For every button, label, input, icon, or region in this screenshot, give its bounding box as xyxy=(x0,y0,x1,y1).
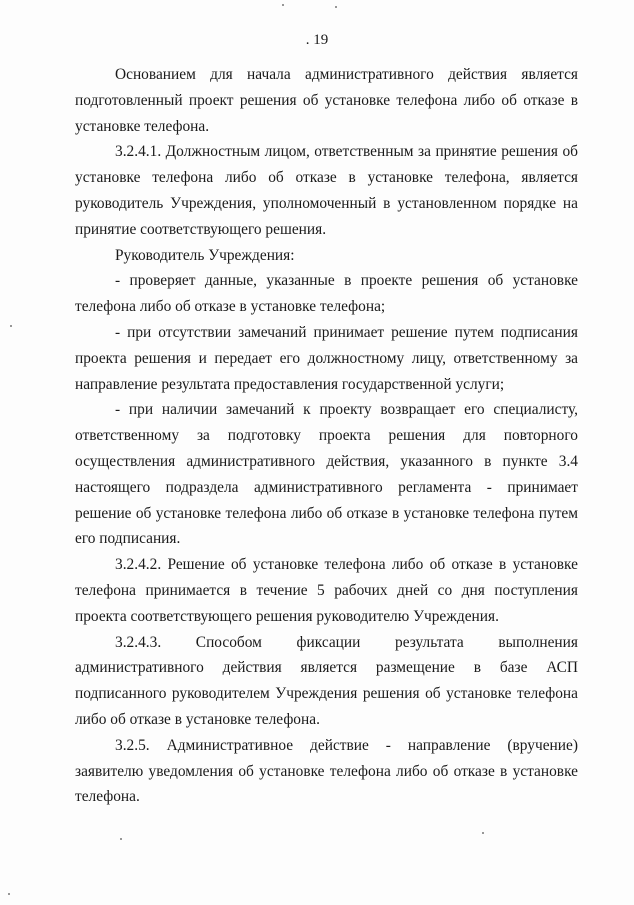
scan-speck xyxy=(282,4,284,6)
paragraph: 3.2.4.1. Должностным лицом, ответственным за принятие решения об установке телефона либо об отказе в установке телефона, является руководитель Учреждения, уполномоченный в установленном порядке на принятие соответствующего решения. xyxy=(75,143,578,238)
paragraph: Основанием для начала административного действия является подготовленный проект решения об установке телефона либо об отказе в установке телефона. xyxy=(75,66,578,135)
scan-speck xyxy=(8,893,10,895)
scan-speck xyxy=(10,325,12,327)
list-item: - при отсутствии замечаний принимает решение путем подписания проекта решения и передает его должностному лицу, ответственному за направление результата предоставления государственной услуги; xyxy=(75,323,578,393)
paragraph: Руководитель Учреждения: xyxy=(115,246,295,264)
paragraph: 3.2.4.3. Способом фиксации результата выполнения административного действия является размещение в базе АСП подписанного руководителем Учреждения решения об установке телефона либо об отказе в установке телефона. xyxy=(75,633,578,728)
page-number: . 19 xyxy=(305,32,329,48)
list-item: - при наличии замечаний к проекту возвращает его специалисту, ответственному за подготовку проекта решения для повторного осуществления административного действия, указанного в пункте 3.4 настоящего подраздела административного регламента - принимает решение об установке телефона либо об отказе в установке телефона путем его подписания. xyxy=(75,401,578,548)
document-body xyxy=(75,62,578,810)
scan-speck xyxy=(120,838,122,840)
list-item: - проверяет данные, указанные в проекте решения об установке телефона либо об отказе в установке телефона; xyxy=(75,272,578,316)
paragraph: 3.2.5. Административное действие - направление (вручение) заявителю уведомления об установке телефона либо об отказе в установке телефона. xyxy=(75,736,578,806)
scan-speck xyxy=(335,6,337,8)
scan-speck xyxy=(482,832,484,834)
paragraph: 3.2.4.2. Решение об установке телефона либо об отказе в установке телефона принимается в течение 5 рабочих дней со дня поступления проекта соответствующего решения руководителю Учреждения. xyxy=(75,556,578,625)
